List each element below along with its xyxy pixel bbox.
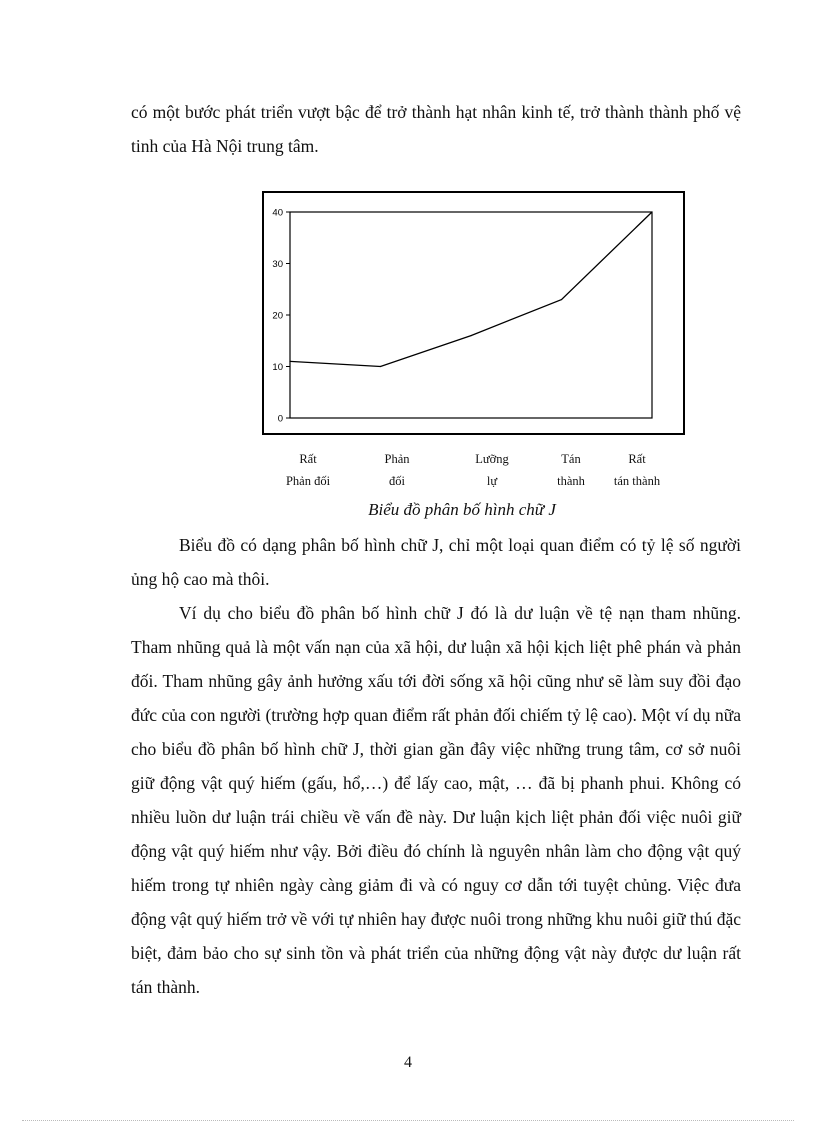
y-tick-label: 20 <box>272 310 283 322</box>
category-label-line2: đối <box>389 474 405 488</box>
y-tick-label: 10 <box>272 362 283 373</box>
y-tick-label: 30 <box>272 259 283 270</box>
paragraph-intro: có một bước phát triển vượt bậc để trở thành hạt nhân kinh tế, trở thành thành phố vệ tinh của Hà Nội trung tâm. <box>131 102 741 156</box>
category-label-line1: Lưỡng <box>475 452 509 466</box>
category-label-line1: Phản <box>384 452 410 466</box>
chart-frame <box>262 191 685 435</box>
category-label-line1: Rất <box>628 452 646 466</box>
data-point <box>380 366 381 367</box>
category-label-line2: thành <box>557 474 585 488</box>
category-label-line2: Phản đối <box>285 474 331 488</box>
paragraph-j-shape: Biểu đồ có dạng phân bố hình chữ J, chỉ một loại quan điểm có tỷ lệ số người ủng hộ cao mà thôi. <box>131 535 741 589</box>
category-label-very-oppose <box>268 448 348 492</box>
page-number: 4 <box>404 1054 412 1071</box>
paragraph-example: Ví dụ cho biểu đồ phân bố hình chữ J đó là dư luận về tệ nạn tham nhũng. Tham nhũng quả là một vấn nạn của xã hội, dư luận xã hội kịch liệt phê phán và phản đối. Tham nhũng gây ảnh hưởng xấu tới đời sống xã hội cũng như sẽ làm suy đồi đạo đức của con người (trường hợp quan điểm rất phản đối chiếm tỷ lệ cao). Một ví dụ nữa cho biểu đồ phân bố hình chữ J, thời gian gần đây việc những trung tâm, cơ sở nuôi giữ động vật quý hiếm (gấu, hổ,…) để lấy cao, mật, … đã bị phanh phui. Không có nhiều luồn dư luận trái chiều về vấn đề này. Dư luận kịch liệt phản đối việc nuôi giữ động vật quý hiếm như vậy. Bởi điều đó chính là nguyên nhân làm cho động vật quý hiếm trong tự nhiên ngày càng giảm đi và có nguy cơ dẫn tới tuyệt chủng. Việc đưa động vật quý hiếm trở về với tự nhiên hay được nuôi trong những khu nuôi giữ thú đặc biệt, đảm bảo cho sự sinh tồn và phát triển của những động vật này được dư luận rất tán thành. <box>131 603 741 997</box>
y-tick-label: 40 <box>272 207 283 219</box>
data-point <box>470 335 471 336</box>
series-line <box>290 212 652 367</box>
category-label-line1: Tán <box>561 452 581 466</box>
plot-area <box>290 212 652 418</box>
y-tick-label: 0 <box>277 413 283 425</box>
category-label-hesitant <box>452 448 532 492</box>
data-point <box>289 361 290 362</box>
page-bottom-border <box>22 1120 794 1121</box>
category-label-line1: Rất <box>299 452 317 466</box>
category-label-line2: lự <box>486 474 498 488</box>
category-label-oppose <box>357 448 437 492</box>
data-point <box>651 211 652 212</box>
j-distribution-chart <box>264 193 683 433</box>
chart-caption: Biểu đồ phân bố hình chữ J <box>368 500 556 519</box>
data-point <box>561 299 562 300</box>
category-label-strongly-agree <box>597 448 677 492</box>
category-label-line2: tán thành <box>613 474 661 488</box>
